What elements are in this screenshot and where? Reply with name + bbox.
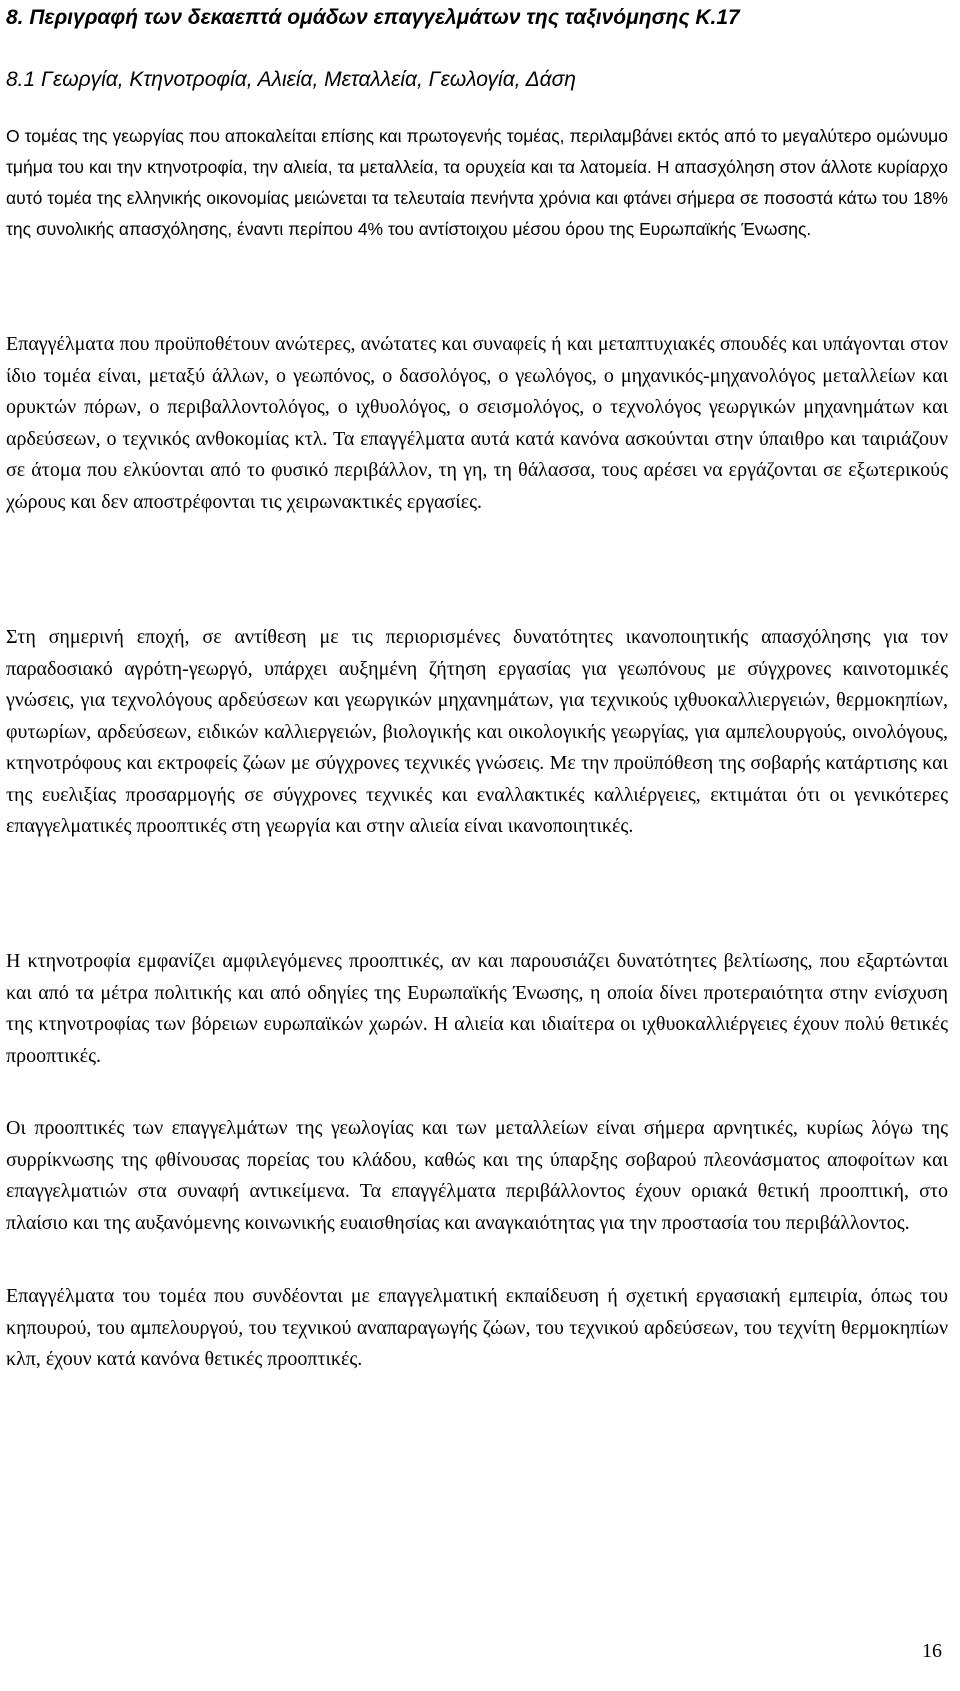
page-number: 16 <box>922 1640 942 1662</box>
document-page <box>6 0 948 1691</box>
paragraph: Στη σημερινή εποχή, σε αντίθεση με τις περιορισμένες δυνατότητες ικανοποιητικής απασχόλησης για τον παραδοσιακό αγρότη-γεωργό, υπάρχει αυξημένη ζήτηση εργασίας για γεωπόνους με σύγχρονες καινοτομικές γνώσεις, για τεχνολόγους αρδεύσεων και γεωργικών μηχανημάτων, για τεχνικούς ιχθυοκαλλιεργειών, θερμοκηπίων, φυτωρίων, αρδεύσεων, ειδικών καλλιεργειών, βιολογικής και οικολογικής γεωργίας, για αμπελουργούς, οινολόγους, κτηνοτρόφους και εκτροφείς ζώων με σύγχρονες τεχνικές γνώσεις. Με την προϋπόθεση της σοβαρής κατάρτισης και της ευελιξίας προσαρμογής σε σύγχρονες τεχνικές και εναλλακτικές καλλιέργειες, εκτιμάται ότι οι γενικότερες επαγγελματικές προοπτικές στη γεωργία και στην αλιεία είναι ικανοποιητικές. <box>6 626 948 837</box>
subsection-heading: 8.1 Γεωργία, Κτηνοτροφία, Αλιεία, Μεταλλεία, Γεωλογία, Δάση <box>6 68 576 91</box>
paragraph: Η κτηνοτροφία εμφανίζει αμφιλεγόμενες προοπτικές, αν και παρουσιάζει δυνατότητες βελτίωσης, που εξαρτώνται και από τα μέτρα πολιτικής και από οδηγίες της Ευρωπαϊκής Ένωσης, η οποία δίνει προτεραιότητα στην ενίσχυση της κτηνοτροφίας των βόρειων ευρωπαϊκών χωρών. Η αλιεία και ιδιαίτερα οι ιχθυοκαλλιέργειες έχουν πολύ θετικές προοπτικές. <box>6 950 948 1067</box>
section-heading: 8. Περιγραφή των δεκαεπτά ομάδων επαγγελμάτων της ταξινόμησης Κ.17 <box>6 6 740 29</box>
paragraph: Οι προοπτικές των επαγγελμάτων της γεωλογίας και των μεταλλείων είναι σήμερα αρνητικές, κυρίως λόγω της συρρίκνωσης της φθίνουσας πορείας του κλάδου, καθώς και της ύπαρξης σοβαρού πλεονάσματος αποφοίτων και επαγγελματιών στα συναφή αντικείμενα. Τα επαγγέλματα περιβάλλοντος έχουν οριακά θετική προοπτική, στο πλαίσιο και της αυξανόμενης κοινωνικής ευαισθησίας και αναγκαιότητας για την προστασία του περιβάλλοντος. <box>6 1117 948 1234</box>
paragraph: Επαγγέλματα του τομέα που συνδέονται με επαγγελματική εκπαίδευση ή σχετική εργασιακή εμπειρία, όπως του κηπουρού, του αμπελουργού, του τεχνικού αναπαραγωγής ζώων, του τεχνικού αρδεύσεων, του τεχνίτη θερμοκηπίων κλπ, έχουν κατά κανόνα θετικές προοπτικές. <box>6 1285 948 1370</box>
paragraph: Επαγγέλματα που προϋποθέτουν ανώτερες, ανώτατες και συναφείς ή και μεταπτυχιακές σπουδές και υπάγονται στον ίδιο τομέα είναι, μεταξύ άλλων, ο γεωπόνος, ο δασολόγος, ο γεωλόγος, ο μηχανικός-μηχανολόγος μεταλλείων και ορυκτών πόρων, ο περιβαλλοντολόγος, ο ιχθυολόγος, ο σεισμολόγος, ο τεχνολόγος γεωργικών μηχανημάτων και αρδεύσεων, ο τεχνικός ανθοκομίας κτλ. Τα επαγγέλματα αυτά κατά κανόνα ασκούνται στην ύπαιθρο και ταιριάζουν σε άτομα που ελκύονται από το φυσικό περιβάλλον, τη γη, τη θάλασσα, τους αρέσει να εργάζονται σε εξωτερικούς χώρους και δεν αποστρέφονται τις χειρωνακτικές εργασίες. <box>6 333 948 513</box>
paragraph: Ο τομέας της γεωργίας που αποκαλείται επίσης και πρωτογενής τομέας, περιλαμβάνει εκτός από το μεγαλύτερο ομώνυμο τμήμα του και την κτηνοτροφία, την αλιεία, τα μεταλλεία, τα ορυχεία και τα λατομεία. Η απασχόληση στον άλλοτε κυρίαρχο αυτό τομέα της ελληνικής οικονομίας μειώνεται τα τελευταία πενήντα χρόνια και φτάνει σήμερα σε ποσοστά κάτω του 18% της συνολικής απασχόλησης, έναντι περίπου 4% του αντίστοιχου μέσου όρου της Ευρωπαϊκής Ένωσης. <box>6 126 948 239</box>
